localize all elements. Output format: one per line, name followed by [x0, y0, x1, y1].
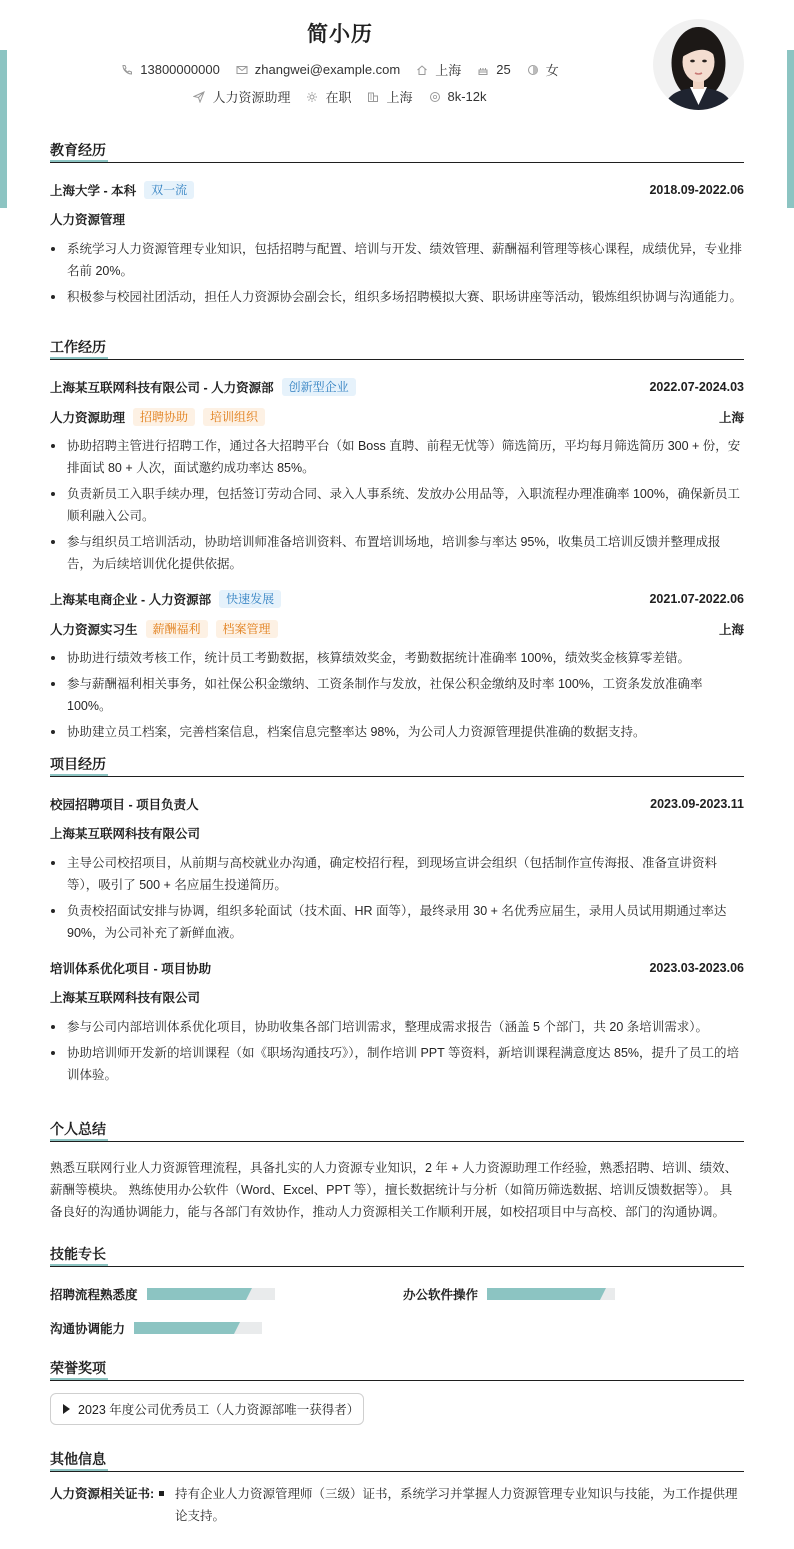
send-icon	[193, 91, 205, 103]
role-tag: 招聘协助	[133, 408, 195, 426]
certificate-text: 持有企业人力资源管理师（三级）证书，系统学习并掌握人力资源管理专业知识与技能，为工作提供理论支持。	[158, 1483, 744, 1527]
list-item: 协助建立员工档案，完善档案信息，档案信息完整率达 98%，为公司人力资源管理提供准确的数据支持。	[50, 721, 744, 743]
list-item: 负责校招面试安排与协调，组织多轮面试（技术面、HR 面等），最终录用 30 + 名优秀应届生，录用人员试用期通过率达 90%，为公司补充了新鲜血液。	[50, 900, 744, 944]
skill-bar	[147, 1288, 275, 1300]
skill-bar-fill	[134, 1322, 234, 1334]
skill-bar-fill	[487, 1288, 600, 1300]
job-bullets	[50, 647, 744, 743]
education-bullets	[50, 238, 744, 308]
skill-bar	[487, 1288, 615, 1300]
company-name: 上海某电商企业 - 人力资源部	[50, 593, 212, 607]
phone-number: 13800000000	[140, 62, 220, 77]
skills-section	[50, 1244, 744, 1344]
salary-text: 8k-12k	[447, 89, 487, 104]
section-title: 教育经历	[50, 140, 744, 163]
section-title: 项目经历	[50, 754, 744, 777]
company-name: 上海某互联网科技有限公司 - 人力资源部	[50, 381, 274, 395]
skill-bar-fill	[147, 1288, 247, 1300]
skill-item	[50, 1285, 275, 1303]
job-date: 2021.07-2022.06	[649, 592, 744, 606]
project-org: 上海某互联网科技有限公司	[50, 991, 201, 1005]
project-bullets	[50, 1016, 744, 1086]
project-date: 2023.09-2023.11	[650, 797, 744, 811]
project-header	[50, 794, 744, 814]
skill-name: 办公软件操作	[403, 1288, 479, 1302]
role-tag: 薪酬福利	[146, 620, 208, 638]
target-city-text: 上海	[386, 90, 413, 105]
skill-bar	[134, 1322, 262, 1334]
skill-item	[403, 1285, 615, 1303]
list-item: 协助招聘主管进行招聘工作，通过各大招聘平台（如 Boss 直聘、前程无忧等）筛选简历，平均每月筛选简历 300 + 份，安排面试 80 + 人次，面试邀约成功率达 85%。	[50, 435, 744, 479]
list-item: 参与公司内部培训体系优化项目，协助收集各部门培训需求，整理成需求报告（涵盖 5 个部门，共 20 条培训需求）。	[50, 1016, 744, 1038]
project-header	[50, 958, 744, 978]
award-text: 2023 年度公司优秀员工（人力资源部唯一获得者）	[78, 1403, 360, 1417]
school-tag: 双一流	[144, 181, 194, 199]
major-name: 人力资源管理	[50, 213, 126, 227]
email-info	[236, 62, 400, 77]
list-item: 协助培训师开发新的培训课程（如《职场沟通技巧》），制作培训 PPT 等资料，新培训课程满意度达 85%，提升了员工的培训体验。	[50, 1042, 744, 1086]
project-name: 校园招聘项目 - 项目负责人	[50, 798, 199, 812]
salary-info	[429, 89, 487, 104]
phone-info	[121, 62, 220, 77]
job-role: 人力资源实习生	[50, 623, 138, 637]
certificate-row	[50, 1483, 744, 1527]
project-bullets	[50, 852, 744, 944]
list-item: 参与组织员工培训活动，协助培训师准备培训资料、布置培训场地，培训参与率达 95%，收集员工培训反馈并整理成报告，为后续培训优化提供依据。	[50, 531, 744, 575]
job-date: 2022.07-2024.03	[649, 380, 744, 394]
gender-info	[527, 60, 559, 79]
education-section	[50, 140, 744, 312]
list-item: 协助进行绩效考核工作，统计员工考勤数据，核算绩效奖金，考勤数据统计准确率 100%，绩效奖金核算零差错。	[50, 647, 744, 669]
certificate-label: 人力资源相关证书:	[50, 1487, 155, 1501]
section-title: 技能专长	[50, 1244, 744, 1267]
age-text: 25	[496, 62, 511, 77]
education-header	[50, 180, 744, 200]
money-icon	[429, 91, 441, 103]
mail-icon	[236, 64, 248, 76]
project-name: 培训体系优化项目 - 项目协助	[50, 962, 212, 976]
job-header	[50, 377, 744, 397]
school-name: 上海大学 - 本科	[50, 184, 137, 198]
triangle-right-icon	[63, 1404, 70, 1414]
skill-item	[50, 1319, 262, 1337]
other-section	[50, 1449, 744, 1539]
company-tag: 创新型企业	[282, 378, 356, 396]
list-item: 系统学习人力资源管理专业知识，包括招聘与配置、培训与开发、绩效管理、薪酬福利管理等核心课程，成绩优异，专业排名前 20%。	[50, 238, 744, 282]
job-role-row	[50, 619, 744, 639]
list-item: 积极参与校园社团活动，担任人力资源协会副会长，组织多场招聘模拟大赛、职场讲座等活动，锻炼组织协调与沟通能力。	[50, 286, 744, 308]
job-location: 上海	[718, 623, 744, 637]
candidate-name: 简小历	[307, 23, 373, 46]
cake-icon	[477, 64, 489, 76]
role-tag: 档案管理	[216, 620, 278, 638]
project-date: 2023.03-2023.06	[649, 961, 744, 975]
job-bullets	[50, 435, 744, 575]
city-text: 上海	[435, 63, 462, 78]
summary-section	[50, 1119, 744, 1223]
education-date: 2018.09-2022.06	[649, 183, 744, 197]
skill-name: 沟通协调能力	[50, 1322, 126, 1336]
gender-icon	[527, 64, 539, 76]
section-title: 荣誉奖项	[50, 1358, 744, 1381]
building-icon	[367, 91, 379, 103]
position-text: 人力资源助理	[212, 90, 291, 105]
honors-section	[50, 1358, 744, 1428]
summary-text: 熟悉互联网行业人力资源管理流程，具备扎实的人力资源专业知识，2 年 + 人力资源助理工作经验，熟悉招聘、培训、绩效、薪酬等模块。 熟练使用办公软件（Word、Excel、PPT 等），擅长数据统计与分析（如简历筛选数据、培训反馈数据等）。 具备良好的沟通协调能力，能与各部门有效协作，推动人力资源相关工作顺利开展，如校招项目中与高校、部门的沟通协调。	[50, 1161, 738, 1219]
position-info	[193, 87, 290, 106]
skill-name: 招聘流程熟悉度	[50, 1288, 138, 1302]
job-intent-row	[0, 87, 680, 106]
job-role: 人力资源助理	[50, 411, 126, 425]
section-title: 个人总结	[50, 1119, 744, 1142]
status-info	[306, 87, 351, 106]
resume-header	[0, 0, 794, 120]
home-icon	[416, 64, 428, 76]
avatar	[653, 19, 744, 110]
project-org: 上海某互联网科技有限公司	[50, 827, 201, 841]
phone-icon	[121, 64, 133, 76]
avatar-portrait	[653, 19, 744, 110]
gear-icon	[306, 91, 318, 103]
award-item[interactable]	[50, 1393, 364, 1425]
job-location: 上海	[718, 411, 744, 425]
target-city-info	[367, 87, 412, 106]
section-title: 工作经历	[50, 337, 744, 360]
email-address: zhangwei@example.com	[254, 62, 401, 77]
list-item: 负责新员工入职手续办理，包括签订劳动合同、录入人事系统、发放办公用品等，入职流程办理准确率 100%，确保新员工顺利融入公司。	[50, 483, 744, 527]
city-info	[416, 60, 461, 79]
job-header	[50, 589, 744, 609]
projects-section	[50, 754, 744, 1090]
contact-row	[0, 60, 680, 79]
section-title: 其他信息	[50, 1449, 744, 1472]
company-tag: 快速发展	[219, 590, 281, 608]
age-info	[477, 62, 510, 77]
work-section	[50, 337, 744, 747]
list-item: 参与薪酬福利相关事务，如社保公积金缴纳、工资条制作与发放，社保公积金缴纳及时率 100%，工资条发放准确率 100%。	[50, 673, 744, 717]
list-item: 主导公司校招项目，从前期与高校就业办沟通，确定校招行程，到现场宣讲会组织（包括制作宣传海报、准备宣讲资料等），吸引了 500 + 名应届生投递简历。	[50, 852, 744, 896]
status-text: 在职	[325, 90, 352, 105]
role-tag: 培训组织	[203, 408, 265, 426]
job-role-row	[50, 407, 744, 427]
gender-text: 女	[545, 63, 559, 78]
